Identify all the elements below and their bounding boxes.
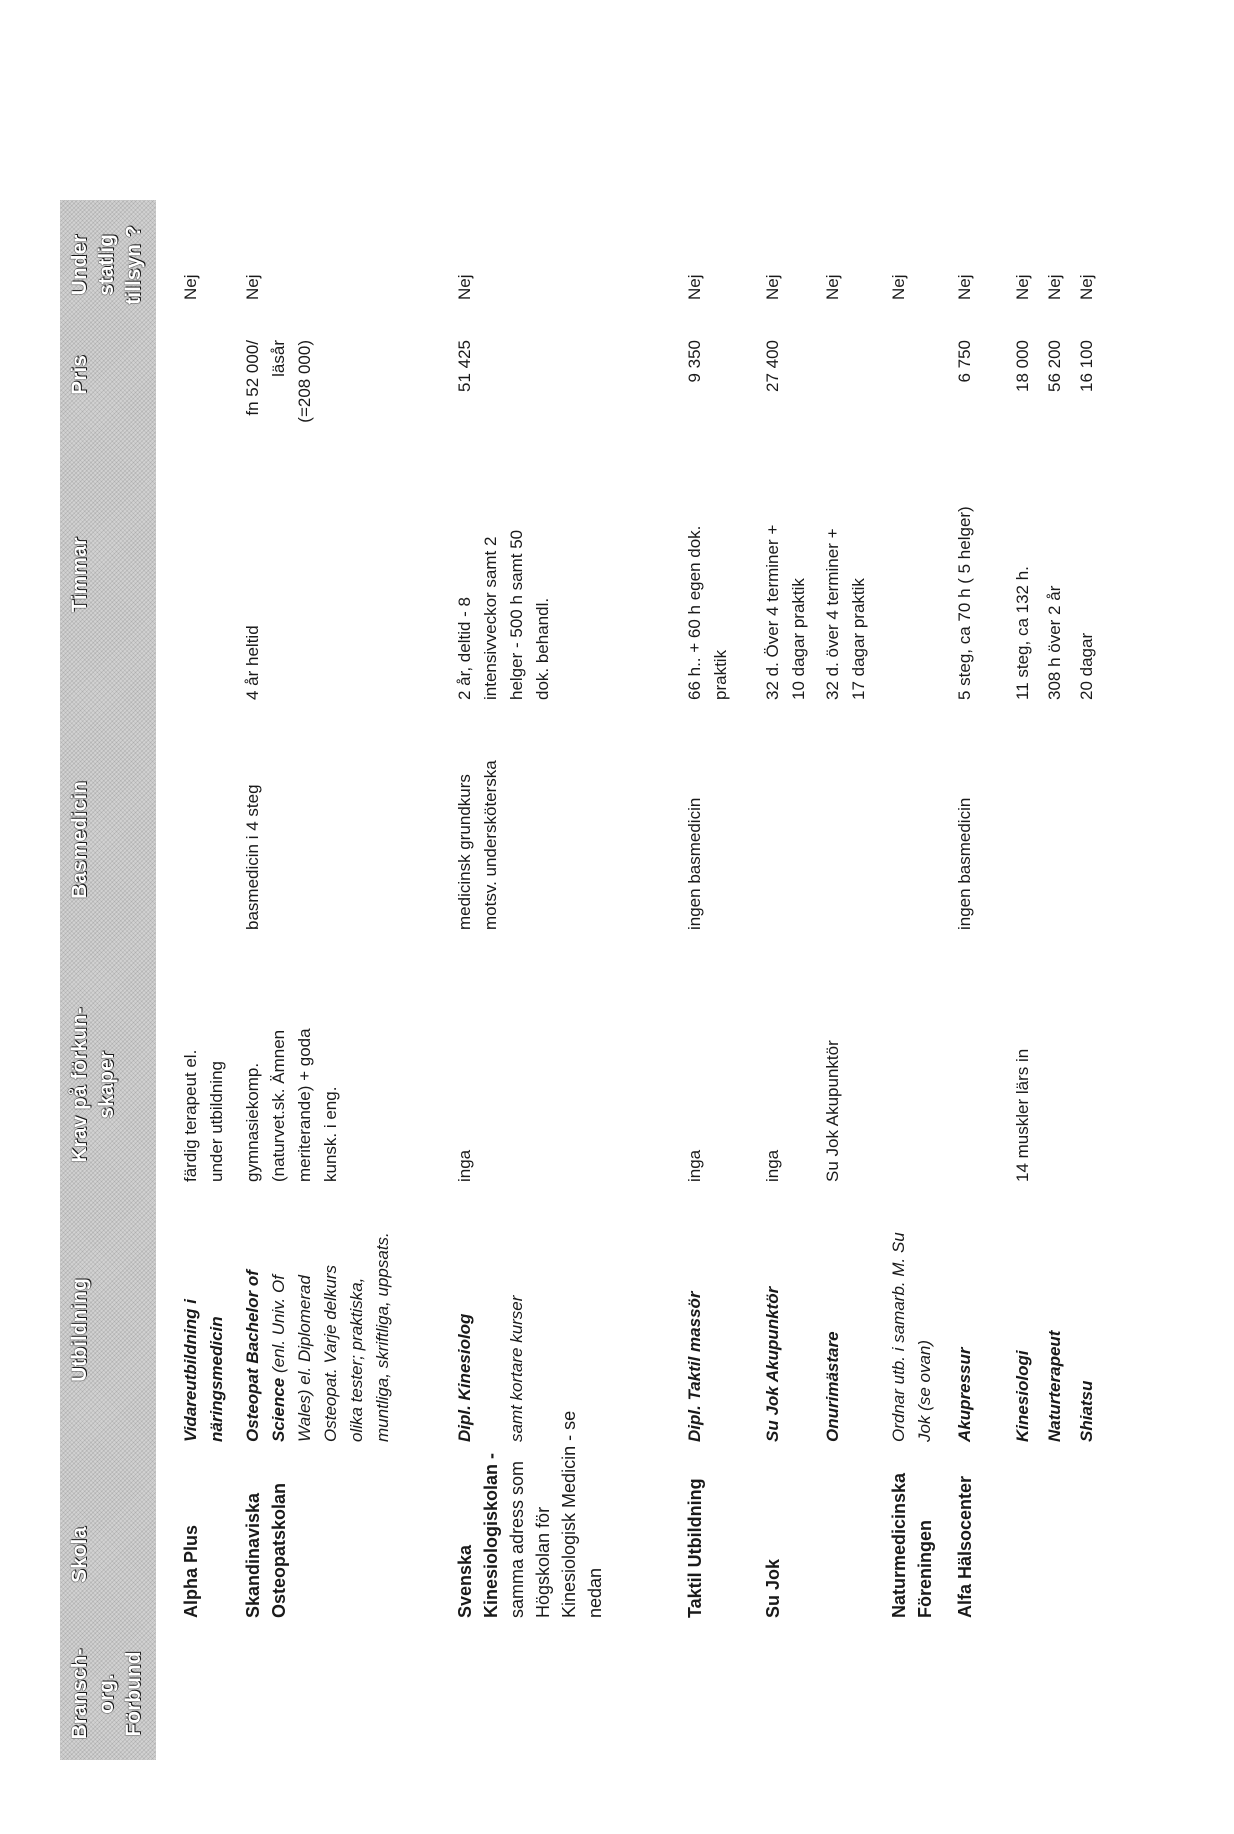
cell-utbildning: Dipl. Kinesiolog samt kortare kurser (455, 1295, 526, 1442)
cell-pris: 18 000 (1013, 340, 1032, 392)
cell-skola: Alfa Hälsocenter (955, 1475, 975, 1618)
cell-krav: 14 muskler lärs in (1013, 1048, 1032, 1182)
cell-krav: färdig terapeut el. under utbildning (181, 1049, 226, 1182)
cell-utbildning: Osteopat Bachelor of Science (enl. Univ. Of Wales) el. Diplomerad Osteopat. Varje delkurs olika tester; praktiska, muntliga, skriftliga, uppsats. (243, 1232, 392, 1442)
cell-krav: Su Jok Akupunktör (823, 1040, 842, 1182)
cell-tillsyn: Nej (1077, 274, 1096, 300)
cell-timmar: 66 h.. + 60 h egen dok. praktik (685, 525, 730, 700)
cell-pris: 51 425 (455, 340, 474, 392)
cell-utbildning: Onurimästare (823, 1331, 842, 1442)
cell-utbildning: Shiatsu (1077, 1380, 1096, 1442)
cell-timmar: 5 steg, ca 70 h ( 5 helger) (955, 506, 974, 700)
cell-skola: Taktil Utbildning (685, 1478, 705, 1618)
cell-utbildning: Vidareutbildning i näringsmedicin (181, 1299, 226, 1442)
cell-skola: Skandinaviska Osteopatskolan (243, 1482, 289, 1618)
cell-timmar: 2 år, deltid - 8 intensivveckor samt 2 helger - 500 h samt 50 dok. behandl. (455, 529, 552, 700)
cell-skola: Naturmedicinska Föreningen (889, 1472, 935, 1618)
header-timmar: Timmar (68, 537, 91, 613)
cell-pris: 6 750 (955, 340, 974, 383)
cell-utbildning: Dipl. Taktil massör (685, 1291, 704, 1442)
cell-timmar: 11 steg, ca 132 h. (1013, 566, 1032, 700)
cell-krav: inga (455, 1149, 474, 1182)
cell-tillsyn: Nej (685, 274, 704, 300)
cell-krav: inga (685, 1149, 704, 1182)
cell-utbildning: Su Jok Akupunktör (763, 1286, 782, 1442)
cell-timmar: 32 d. över 4 terminer + 17 dagar praktik (823, 528, 868, 700)
cell-krav: gymnasiekomp. (naturvet.sk. Ämnen meriterande) + goda kunsk. i eng. (243, 1028, 340, 1182)
cell-skola: Alpha Plus (181, 1524, 201, 1618)
cell-tillsyn: Nej (955, 274, 974, 300)
cell-timmar: 32 d. Över 4 terminer + 10 dagar praktik (763, 524, 808, 700)
header-tillsyn: Under statlig tillsyn ? (68, 225, 145, 305)
cell-tillsyn: Nej (823, 274, 842, 300)
cell-utbildning: Naturterapeut (1045, 1330, 1064, 1442)
header-bransch: Bransch- org. Förbund (68, 1648, 145, 1740)
cell-basmedicin: medicinsk grundkurs motsv. undersköterska (455, 760, 500, 930)
cell-tillsyn: Nej (763, 274, 782, 300)
cell-pris: 56 200 (1045, 340, 1064, 392)
cell-skola: Svenska Kinesiologiskolan - samma adress som Högskolan för Kinesiologisk Medicin - se nedan (455, 1410, 605, 1618)
cell-tillsyn: Nej (1013, 274, 1032, 300)
header-pris: Pris (68, 355, 91, 395)
cell-basmedicin: basmedicin i 4 steg (243, 784, 262, 930)
cell-timmar: 4 år heltid (243, 625, 262, 700)
cell-timmar: 20 dagar (1077, 632, 1096, 700)
header-krav: Krav på förkun- skaper (68, 1007, 118, 1163)
cell-pris: 16 100 (1077, 340, 1096, 392)
cell-utbildning: Kinesiologi (1013, 1350, 1032, 1442)
cell-pris: fn 52 000/ läsår (=208 000) (243, 340, 314, 423)
cell-utbildning: Akupressur (955, 1347, 974, 1442)
cell-pris: 9 350 (685, 340, 704, 383)
cell-krav: inga (763, 1149, 782, 1182)
cell-tillsyn: Nej (889, 274, 908, 300)
cell-tillsyn: Nej (181, 274, 200, 300)
cell-pris: 27 400 (763, 340, 782, 392)
cell-tillsyn: Nej (1045, 274, 1064, 300)
cell-skola: Su Jok (763, 1558, 783, 1618)
cell-tillsyn: Nej (243, 274, 262, 300)
cell-utbildning: Ordnar utb. i samarb. M. Su Jok (se ovan) (889, 1232, 934, 1442)
table-header (60, 200, 156, 1760)
rotated-table-page (60, 200, 1180, 1760)
cell-tillsyn: Nej (455, 274, 474, 300)
cell-basmedicin: ingen basmedicin (955, 797, 974, 930)
header-skola: Skola (68, 1526, 91, 1584)
cell-timmar: 308 h över 2 år (1045, 585, 1064, 700)
header-utbildning: Utbildning (68, 1278, 91, 1382)
header-basmedicin: Basmedicin (68, 781, 91, 899)
cell-basmedicin: ingen basmedicin (685, 797, 704, 930)
